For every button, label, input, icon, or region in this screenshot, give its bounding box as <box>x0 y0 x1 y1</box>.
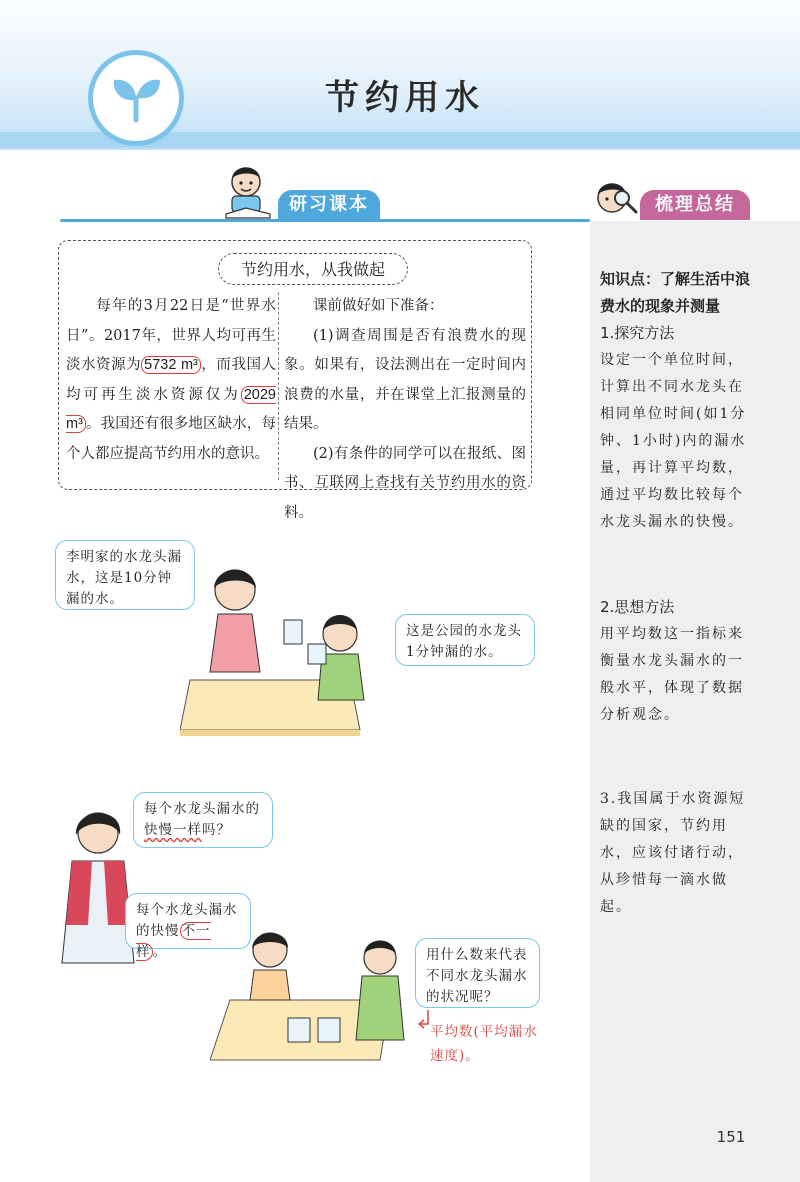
students-comparing-illustration <box>210 930 420 1070</box>
thinking-text: 用平均数这一指标来衡量水龙头漏水的一般水平，体现了数据分析观念。 <box>600 626 744 723</box>
speech-bubble-question <box>133 792 273 848</box>
bubble-text-different: 每个水龙头漏水的快慢 不一样 。 <box>136 902 238 960</box>
reading-title: 节约用水，从我做起 <box>218 253 408 285</box>
prep-item-1: (1)调查周围是否有浪费水的现象。如果有，设法测出在一定时间内浪费的水量，并在课堂上汇报测量的结果。 <box>284 327 526 432</box>
answer-note-average: 平均数(平均漏水速度)。 <box>430 1024 538 1064</box>
method-text: 设定一个单位时间，计算出不同水龙头在相同单位时间(如1分钟、1小时)内的漏水量，再计算平均数，通过平均数比较每个水龙头漏水的快慢。 <box>600 352 747 530</box>
column-divider <box>278 292 279 480</box>
method-heading: 1.探究方法 <box>600 324 675 342</box>
page-title: 节约用水 <box>325 78 485 118</box>
section-underline <box>60 219 590 222</box>
knowledge-point: 知识点：了解生活中浪费水的现象并测量 <box>600 270 751 315</box>
thinking-heading: 2.思想方法 <box>600 598 675 616</box>
bubble-text-10-minutes: 李明家的水龙头漏水，这是10分钟漏的水。 <box>66 549 182 607</box>
reading-left-paragraph <box>66 292 276 469</box>
reading-right-column <box>284 292 526 528</box>
bubble-text-1-minute: 这是公园的水龙头1分钟漏的水。 <box>406 623 522 660</box>
speech-bubble-park-tap <box>395 614 535 666</box>
student-reading-icon <box>222 160 278 222</box>
circled-value-world: 5732 m³ <box>141 356 201 374</box>
text-china-water: ，而我国人均可再生淡水资源仅为 <box>66 357 277 403</box>
leaf-logo <box>88 50 184 146</box>
circled-value-china: 2029 m³ <box>66 386 276 432</box>
students-measuring-illustration <box>180 560 380 740</box>
leaf-icon <box>106 68 166 128</box>
text-awareness: 。我国还有很多地区缺水，每个人都应提高节约用水的意识。 <box>66 416 276 462</box>
prep-item-2: (2)有条件的同学可以在报纸、图书、互联网上查找有关节约用水的资料。 <box>284 445 526 521</box>
summary-knowledge-block <box>600 266 752 536</box>
magnifier-kid-icon <box>590 172 642 224</box>
circled-text-different: 不一样 <box>136 923 211 960</box>
text-world-water-day: 每年的3月22日是“世界水日”。2017年，世界人均可再生淡水资源为 <box>66 298 276 373</box>
tab-summary: 梳理总结 <box>640 190 750 220</box>
page-number: 151 <box>716 1128 746 1146</box>
summary-conservation-block <box>600 786 752 921</box>
tab-study-textbook: 研习课本 <box>278 190 380 220</box>
summary-thinking-block <box>600 594 752 729</box>
speech-bubble-answer <box>125 893 251 960</box>
prep-heading: 课前做好如下准备： <box>313 298 444 314</box>
wavy-underline-text: 快慢一样 <box>144 822 202 838</box>
bubble-text-represent: 用什么数来代表不同水龙头漏水的状况呢？ <box>426 947 528 1005</box>
bubble-text-same-speed: 每个水龙头漏水的快慢一样吗？ <box>144 801 260 838</box>
conservation-text: 3.我国属于水资源短缺的国家，节约用水，应该付诸行动，从珍惜每一滴水做起。 <box>600 791 746 915</box>
speech-bubble-leaking-tap <box>55 540 195 610</box>
reading-left-column <box>66 292 276 469</box>
speech-bubble-which-number <box>415 938 540 1008</box>
